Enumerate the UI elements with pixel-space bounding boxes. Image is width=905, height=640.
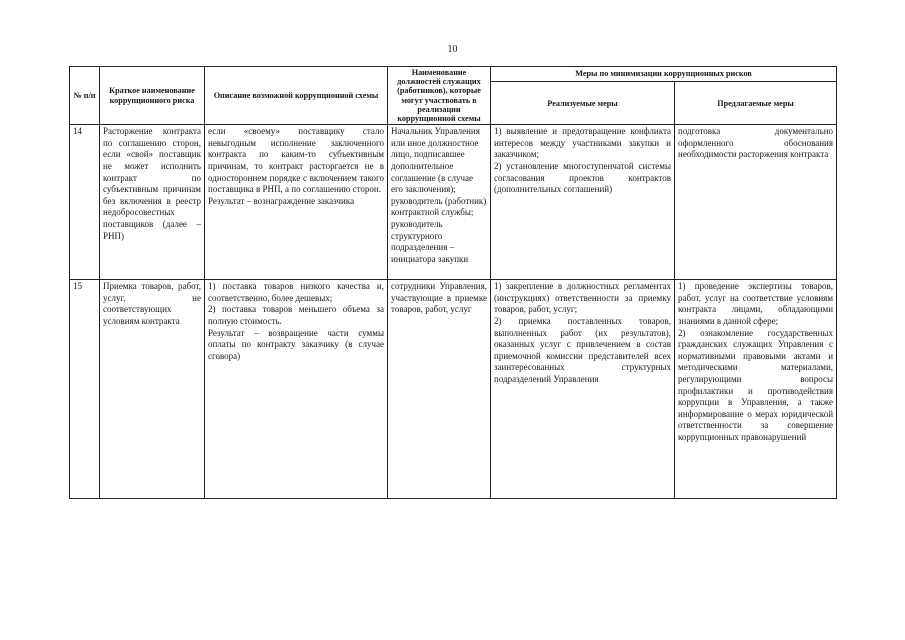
implemented-line: 1) закрепление в должностных регламентах (инструкциях) ответственности за приемку товаров, работ, услуг; bbox=[494, 281, 671, 315]
header-measures-group: Меры по минимизации коррупционных рисков bbox=[491, 67, 837, 82]
risk-name-cell: Приемка товаров, работ, услуг, не соответствующих условиям контракта bbox=[100, 280, 205, 499]
header-implemented-measures: Реализуемые меры bbox=[491, 82, 675, 125]
implemented-line: 1) выявление и предотвращение конфликта интересов между участниками закупки и заказчиком; bbox=[494, 126, 671, 160]
header-num: № п/п bbox=[70, 67, 100, 125]
proposed-measures-cell bbox=[675, 280, 837, 499]
scheme-line: Результат – вознаграждение заказчика bbox=[208, 195, 355, 206]
scheme-line: если «своему» поставщику стало невыгодным исполнение заключенного контракта по каким-то субъективным причинам, то контракт расторгается не в одностороннем порядке с включением такого поставщика в РНП, а по соглашению сторон. bbox=[208, 126, 384, 195]
table-row bbox=[70, 125, 837, 280]
proposed-line: 1) проведение экспертизы товаров, работ, услуг на соответствие условиям контракта лицами, обладающими знаниями в данной сфере; bbox=[678, 281, 834, 326]
header-positions: Наименование должностей служащих (работников), которые могут участвовать в реализации коррупционной схемы bbox=[388, 67, 491, 125]
scheme-cell bbox=[205, 280, 388, 499]
proposed-line: подготовка документально оформленного обоснования необходимости расторжения контракта bbox=[678, 126, 834, 160]
row-number: 15 bbox=[70, 280, 100, 499]
implemented-measures-cell bbox=[491, 280, 675, 499]
scheme-line: 2) поставка товаров меньшего объема за полную стоимость. bbox=[208, 304, 384, 326]
scheme-cell bbox=[205, 125, 388, 280]
implemented-line: 2) приемка поставленных товаров, выполненных работ (их результатов), оказанных услуг с привлечением в состав приемочной комиссии представителей всех заинтересованных структурных подразделений Управления bbox=[494, 316, 671, 384]
positions-cell: сотрудники Управления, участвующие в приемке товаров, работ, услуг bbox=[388, 280, 491, 499]
row-number: 14 bbox=[70, 125, 100, 280]
header-scheme: Описание возможной коррупционной схемы bbox=[205, 67, 388, 125]
scheme-line: 1) поставка товаров низкого качества и, соответственно, более дешевых; bbox=[208, 281, 384, 303]
proposed-line: 2) ознакомление государственных гражданских служащих Управления с нормативными правовыми актами и методическими материалами, регулирующими вопросы профилактики и противодействия коррупции в Управления, а также информирование о мерах юридической ответственности за совершение коррупционных правонарушений bbox=[678, 327, 834, 442]
table-row bbox=[70, 280, 837, 499]
page-number: 10 bbox=[447, 44, 458, 55]
proposed-measures-cell bbox=[675, 125, 837, 280]
header-proposed-measures: Предлагаемые меры bbox=[675, 82, 837, 125]
scheme-line: Результат – возвращение части суммы оплаты по контракту заказчику (в случае сговора) bbox=[208, 327, 384, 361]
header-risk-name: Краткое наименование коррупционного риска bbox=[100, 67, 205, 125]
corruption-risk-table bbox=[69, 66, 837, 499]
implemented-line: 2) установление многоступенчатой системы согласования проектов контрактов (дополнительных соглашений) bbox=[494, 161, 671, 195]
implemented-measures-cell bbox=[491, 125, 675, 280]
risk-name-cell: Расторжение контракта по соглашению сторон, если «свой» поставщик не может исполнить контракт по субъективным причинам без включения в реестр недобросовестных поставщиков (далее – РНП) bbox=[100, 125, 205, 280]
positions-cell: Начальник Управления или иное должностное лицо, подписавшее дополнительное соглашение (в случае его заключения); руководитель (работник) контрактной службы; руководитель структурного подразделения – инициатора закупки bbox=[388, 125, 491, 280]
